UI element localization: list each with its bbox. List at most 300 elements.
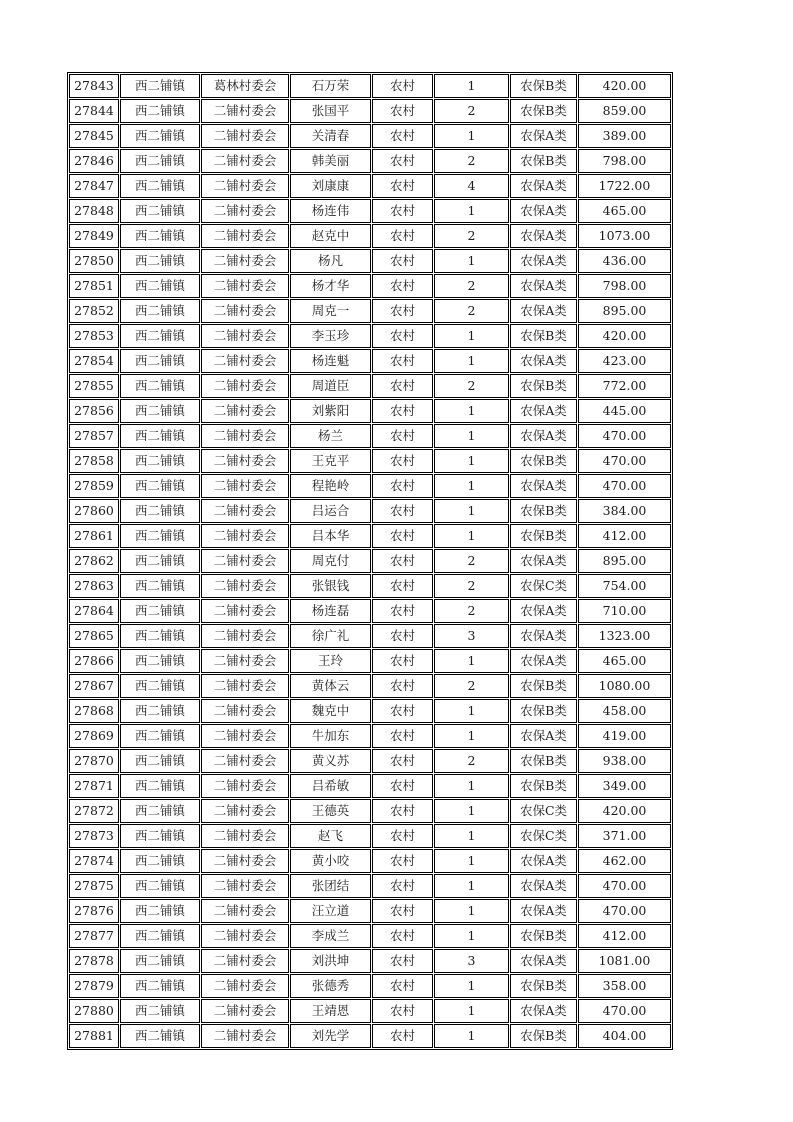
table-row bbox=[69, 224, 671, 248]
cell-insurance-type: 农保B类 bbox=[510, 924, 577, 948]
cell-village-committee: 二铺村委会 bbox=[201, 524, 289, 548]
cell-amount: 349.00 bbox=[578, 774, 671, 798]
cell-insurance-type: 农保A类 bbox=[510, 124, 577, 148]
cell-record-id: 27858 bbox=[69, 449, 119, 473]
cell-town: 西二铺镇 bbox=[120, 74, 200, 98]
cell-person-name: 杨兰 bbox=[290, 424, 371, 448]
cell-amount: 412.00 bbox=[578, 924, 671, 948]
cell-household-type: 农村 bbox=[372, 424, 433, 448]
cell-village-committee: 二铺村委会 bbox=[201, 674, 289, 698]
cell-person-name: 汪立道 bbox=[290, 899, 371, 923]
cell-person-count: 2 bbox=[434, 674, 509, 698]
cell-village-committee: 二铺村委会 bbox=[201, 449, 289, 473]
cell-person-name: 王克平 bbox=[290, 449, 371, 473]
cell-household-type: 农村 bbox=[372, 399, 433, 423]
cell-insurance-type: 农保A类 bbox=[510, 424, 577, 448]
cell-household-type: 农村 bbox=[372, 649, 433, 673]
cell-town: 西二铺镇 bbox=[120, 149, 200, 173]
table-row bbox=[69, 174, 671, 198]
cell-person-count: 1 bbox=[434, 924, 509, 948]
cell-town: 西二铺镇 bbox=[120, 999, 200, 1023]
cell-person-name: 张银钱 bbox=[290, 574, 371, 598]
cell-town: 西二铺镇 bbox=[120, 99, 200, 123]
cell-amount: 420.00 bbox=[578, 74, 671, 98]
cell-insurance-type: 农保B类 bbox=[510, 449, 577, 473]
table-row bbox=[69, 899, 671, 923]
cell-person-count: 1 bbox=[434, 849, 509, 873]
cell-insurance-type: 农保B类 bbox=[510, 749, 577, 773]
cell-village-committee: 二铺村委会 bbox=[201, 974, 289, 998]
cell-person-name: 关清春 bbox=[290, 124, 371, 148]
cell-record-id: 27871 bbox=[69, 774, 119, 798]
cell-village-committee: 二铺村委会 bbox=[201, 274, 289, 298]
table-row bbox=[69, 749, 671, 773]
cell-record-id: 27875 bbox=[69, 874, 119, 898]
cell-town: 西二铺镇 bbox=[120, 374, 200, 398]
cell-amount: 462.00 bbox=[578, 849, 671, 873]
table-row bbox=[69, 674, 671, 698]
cell-amount: 895.00 bbox=[578, 299, 671, 323]
cell-person-name: 韩美丽 bbox=[290, 149, 371, 173]
cell-household-type: 农村 bbox=[372, 74, 433, 98]
cell-person-name: 张国平 bbox=[290, 99, 371, 123]
cell-village-committee: 二铺村委会 bbox=[201, 724, 289, 748]
cell-person-name: 张德秀 bbox=[290, 974, 371, 998]
table-row bbox=[69, 274, 671, 298]
cell-household-type: 农村 bbox=[372, 949, 433, 973]
cell-amount: 465.00 bbox=[578, 649, 671, 673]
cell-person-name: 杨连魁 bbox=[290, 349, 371, 373]
cell-village-committee: 二铺村委会 bbox=[201, 349, 289, 373]
cell-record-id: 27859 bbox=[69, 474, 119, 498]
cell-household-type: 农村 bbox=[372, 249, 433, 273]
cell-town: 西二铺镇 bbox=[120, 524, 200, 548]
cell-record-id: 27850 bbox=[69, 249, 119, 273]
cell-amount: 470.00 bbox=[578, 474, 671, 498]
cell-record-id: 27865 bbox=[69, 624, 119, 648]
cell-amount: 445.00 bbox=[578, 399, 671, 423]
cell-town: 西二铺镇 bbox=[120, 1024, 200, 1048]
cell-household-type: 农村 bbox=[372, 499, 433, 523]
cell-record-id: 27862 bbox=[69, 549, 119, 573]
cell-village-committee: 二铺村委会 bbox=[201, 599, 289, 623]
cell-person-count: 1 bbox=[434, 249, 509, 273]
cell-amount: 358.00 bbox=[578, 974, 671, 998]
cell-village-committee: 二铺村委会 bbox=[201, 224, 289, 248]
table-row bbox=[69, 324, 671, 348]
cell-person-count: 1 bbox=[434, 874, 509, 898]
cell-village-committee: 二铺村委会 bbox=[201, 849, 289, 873]
records-table bbox=[67, 72, 673, 1050]
cell-insurance-type: 农保B类 bbox=[510, 1024, 577, 1048]
cell-person-name: 赵克中 bbox=[290, 224, 371, 248]
cell-household-type: 农村 bbox=[372, 174, 433, 198]
cell-person-name: 吕本华 bbox=[290, 524, 371, 548]
cell-person-name: 杨连磊 bbox=[290, 599, 371, 623]
cell-town: 西二铺镇 bbox=[120, 249, 200, 273]
cell-record-id: 27860 bbox=[69, 499, 119, 523]
cell-amount: 420.00 bbox=[578, 799, 671, 823]
cell-person-name: 杨连伟 bbox=[290, 199, 371, 223]
cell-insurance-type: 农保A类 bbox=[510, 724, 577, 748]
cell-person-name: 周克付 bbox=[290, 549, 371, 573]
cell-household-type: 农村 bbox=[372, 324, 433, 348]
cell-record-id: 27877 bbox=[69, 924, 119, 948]
cell-insurance-type: 农保C类 bbox=[510, 574, 577, 598]
cell-record-id: 27847 bbox=[69, 174, 119, 198]
cell-insurance-type: 农保A类 bbox=[510, 174, 577, 198]
cell-town: 西二铺镇 bbox=[120, 349, 200, 373]
cell-household-type: 农村 bbox=[372, 874, 433, 898]
cell-person-count: 1 bbox=[434, 424, 509, 448]
cell-amount: 404.00 bbox=[578, 1024, 671, 1048]
cell-person-count: 1 bbox=[434, 699, 509, 723]
cell-person-name: 张团结 bbox=[290, 874, 371, 898]
cell-insurance-type: 农保B类 bbox=[510, 149, 577, 173]
cell-insurance-type: 农保A类 bbox=[510, 949, 577, 973]
cell-insurance-type: 农保A类 bbox=[510, 199, 577, 223]
cell-insurance-type: 农保B类 bbox=[510, 499, 577, 523]
table-row bbox=[69, 474, 671, 498]
cell-person-count: 1 bbox=[434, 74, 509, 98]
cell-amount: 470.00 bbox=[578, 874, 671, 898]
cell-village-committee: 二铺村委会 bbox=[201, 174, 289, 198]
cell-person-count: 1 bbox=[434, 199, 509, 223]
cell-amount: 412.00 bbox=[578, 524, 671, 548]
cell-person-name: 黄义苏 bbox=[290, 749, 371, 773]
cell-household-type: 农村 bbox=[372, 824, 433, 848]
cell-town: 西二铺镇 bbox=[120, 949, 200, 973]
table-row bbox=[69, 799, 671, 823]
cell-village-committee: 二铺村委会 bbox=[201, 799, 289, 823]
cell-person-count: 2 bbox=[434, 749, 509, 773]
table-row bbox=[69, 649, 671, 673]
table-row bbox=[69, 99, 671, 123]
cell-town: 西二铺镇 bbox=[120, 724, 200, 748]
cell-town: 西二铺镇 bbox=[120, 649, 200, 673]
table-row bbox=[69, 699, 671, 723]
cell-insurance-type: 农保A类 bbox=[510, 849, 577, 873]
table-row bbox=[69, 774, 671, 798]
cell-person-count: 2 bbox=[434, 374, 509, 398]
table-row bbox=[69, 249, 671, 273]
cell-insurance-type: 农保B类 bbox=[510, 524, 577, 548]
cell-town: 西二铺镇 bbox=[120, 449, 200, 473]
cell-town: 西二铺镇 bbox=[120, 599, 200, 623]
cell-household-type: 农村 bbox=[372, 474, 433, 498]
cell-record-id: 27880 bbox=[69, 999, 119, 1023]
cell-person-name: 吕希敏 bbox=[290, 774, 371, 798]
cell-amount: 389.00 bbox=[578, 124, 671, 148]
cell-record-id: 27881 bbox=[69, 1024, 119, 1048]
cell-person-name: 刘洪坤 bbox=[290, 949, 371, 973]
cell-insurance-type: 农保A类 bbox=[510, 999, 577, 1023]
cell-person-name: 杨才华 bbox=[290, 274, 371, 298]
table-row bbox=[69, 949, 671, 973]
cell-person-count: 2 bbox=[434, 149, 509, 173]
cell-village-committee: 二铺村委会 bbox=[201, 99, 289, 123]
cell-person-count: 3 bbox=[434, 624, 509, 648]
cell-record-id: 27863 bbox=[69, 574, 119, 598]
cell-amount: 1081.00 bbox=[578, 949, 671, 973]
cell-record-id: 27879 bbox=[69, 974, 119, 998]
cell-household-type: 农村 bbox=[372, 899, 433, 923]
cell-town: 西二铺镇 bbox=[120, 424, 200, 448]
cell-person-count: 1 bbox=[434, 724, 509, 748]
cell-town: 西二铺镇 bbox=[120, 749, 200, 773]
table-row bbox=[69, 499, 671, 523]
cell-person-count: 2 bbox=[434, 599, 509, 623]
cell-person-count: 1 bbox=[434, 399, 509, 423]
table-row bbox=[69, 924, 671, 948]
cell-household-type: 农村 bbox=[372, 224, 433, 248]
table-row bbox=[69, 574, 671, 598]
cell-person-count: 1 bbox=[434, 899, 509, 923]
cell-insurance-type: 农保B类 bbox=[510, 699, 577, 723]
cell-record-id: 27873 bbox=[69, 824, 119, 848]
cell-record-id: 27851 bbox=[69, 274, 119, 298]
cell-town: 西二铺镇 bbox=[120, 924, 200, 948]
cell-person-count: 1 bbox=[434, 999, 509, 1023]
cell-record-id: 27864 bbox=[69, 599, 119, 623]
cell-person-name: 刘康康 bbox=[290, 174, 371, 198]
cell-record-id: 27844 bbox=[69, 99, 119, 123]
cell-person-name: 黄体云 bbox=[290, 674, 371, 698]
cell-town: 西二铺镇 bbox=[120, 299, 200, 323]
cell-person-count: 1 bbox=[434, 124, 509, 148]
cell-village-committee: 二铺村委会 bbox=[201, 699, 289, 723]
cell-person-name: 刘先学 bbox=[290, 1024, 371, 1048]
cell-person-name: 杨凡 bbox=[290, 249, 371, 273]
cell-village-committee: 二铺村委会 bbox=[201, 199, 289, 223]
cell-town: 西二铺镇 bbox=[120, 774, 200, 798]
cell-insurance-type: 农保A类 bbox=[510, 349, 577, 373]
cell-record-id: 27854 bbox=[69, 349, 119, 373]
cell-person-name: 黄小咬 bbox=[290, 849, 371, 873]
cell-person-name: 吕运合 bbox=[290, 499, 371, 523]
cell-village-committee: 二铺村委会 bbox=[201, 824, 289, 848]
cell-household-type: 农村 bbox=[372, 574, 433, 598]
cell-record-id: 27878 bbox=[69, 949, 119, 973]
cell-person-count: 1 bbox=[434, 649, 509, 673]
cell-town: 西二铺镇 bbox=[120, 174, 200, 198]
cell-person-name: 周道臣 bbox=[290, 374, 371, 398]
cell-record-id: 27856 bbox=[69, 399, 119, 423]
cell-household-type: 农村 bbox=[372, 774, 433, 798]
cell-village-committee: 二铺村委会 bbox=[201, 124, 289, 148]
cell-village-committee: 二铺村委会 bbox=[201, 399, 289, 423]
cell-insurance-type: 农保A类 bbox=[510, 549, 577, 573]
cell-amount: 798.00 bbox=[578, 149, 671, 173]
cell-town: 西二铺镇 bbox=[120, 574, 200, 598]
table-row bbox=[69, 424, 671, 448]
cell-record-id: 27866 bbox=[69, 649, 119, 673]
cell-person-count: 2 bbox=[434, 549, 509, 573]
cell-person-count: 1 bbox=[434, 474, 509, 498]
cell-household-type: 农村 bbox=[372, 924, 433, 948]
cell-record-id: 27857 bbox=[69, 424, 119, 448]
cell-person-count: 2 bbox=[434, 574, 509, 598]
cell-household-type: 农村 bbox=[372, 999, 433, 1023]
cell-record-id: 27855 bbox=[69, 374, 119, 398]
cell-person-count: 1 bbox=[434, 1024, 509, 1048]
cell-amount: 419.00 bbox=[578, 724, 671, 748]
cell-amount: 371.00 bbox=[578, 824, 671, 848]
cell-person-count: 1 bbox=[434, 774, 509, 798]
cell-household-type: 农村 bbox=[372, 799, 433, 823]
table-row bbox=[69, 1024, 671, 1048]
cell-town: 西二铺镇 bbox=[120, 324, 200, 348]
cell-amount: 465.00 bbox=[578, 199, 671, 223]
table-row bbox=[69, 199, 671, 223]
cell-town: 西二铺镇 bbox=[120, 124, 200, 148]
table-row bbox=[69, 999, 671, 1023]
cell-insurance-type: 农保A类 bbox=[510, 249, 577, 273]
cell-insurance-type: 农保B类 bbox=[510, 374, 577, 398]
cell-household-type: 农村 bbox=[372, 549, 433, 573]
cell-household-type: 农村 bbox=[372, 99, 433, 123]
cell-person-name: 王德英 bbox=[290, 799, 371, 823]
cell-household-type: 农村 bbox=[372, 449, 433, 473]
cell-insurance-type: 农保A类 bbox=[510, 399, 577, 423]
table-row bbox=[69, 724, 671, 748]
cell-person-count: 1 bbox=[434, 524, 509, 548]
cell-record-id: 27848 bbox=[69, 199, 119, 223]
cell-insurance-type: 农保A类 bbox=[510, 224, 577, 248]
cell-person-count: 2 bbox=[434, 299, 509, 323]
cell-person-name: 周克一 bbox=[290, 299, 371, 323]
cell-town: 西二铺镇 bbox=[120, 549, 200, 573]
cell-amount: 1722.00 bbox=[578, 174, 671, 198]
table-row bbox=[69, 149, 671, 173]
cell-household-type: 农村 bbox=[372, 599, 433, 623]
cell-person-name: 王靖恩 bbox=[290, 999, 371, 1023]
cell-amount: 423.00 bbox=[578, 349, 671, 373]
cell-town: 西二铺镇 bbox=[120, 224, 200, 248]
cell-town: 西二铺镇 bbox=[120, 474, 200, 498]
cell-village-committee: 二铺村委会 bbox=[201, 924, 289, 948]
cell-record-id: 27872 bbox=[69, 799, 119, 823]
cell-household-type: 农村 bbox=[372, 349, 433, 373]
cell-insurance-type: 农保A类 bbox=[510, 274, 577, 298]
cell-record-id: 27852 bbox=[69, 299, 119, 323]
cell-town: 西二铺镇 bbox=[120, 849, 200, 873]
table-row bbox=[69, 599, 671, 623]
cell-record-id: 27869 bbox=[69, 724, 119, 748]
table-row bbox=[69, 824, 671, 848]
cell-household-type: 农村 bbox=[372, 124, 433, 148]
cell-amount: 420.00 bbox=[578, 324, 671, 348]
cell-insurance-type: 农保B类 bbox=[510, 674, 577, 698]
cell-insurance-type: 农保A类 bbox=[510, 474, 577, 498]
cell-person-count: 2 bbox=[434, 99, 509, 123]
cell-record-id: 27845 bbox=[69, 124, 119, 148]
table-row bbox=[69, 124, 671, 148]
cell-village-committee: 二铺村委会 bbox=[201, 949, 289, 973]
table-row bbox=[69, 74, 671, 98]
cell-person-name: 魏克中 bbox=[290, 699, 371, 723]
cell-person-name: 程艳岭 bbox=[290, 474, 371, 498]
cell-record-id: 27870 bbox=[69, 749, 119, 773]
records-table-body bbox=[69, 74, 671, 1048]
cell-insurance-type: 农保A类 bbox=[510, 624, 577, 648]
cell-town: 西二铺镇 bbox=[120, 499, 200, 523]
cell-insurance-type: 农保C类 bbox=[510, 799, 577, 823]
cell-household-type: 农村 bbox=[372, 974, 433, 998]
cell-town: 西二铺镇 bbox=[120, 274, 200, 298]
cell-amount: 859.00 bbox=[578, 99, 671, 123]
cell-insurance-type: 农保A类 bbox=[510, 649, 577, 673]
table-row bbox=[69, 549, 671, 573]
cell-household-type: 农村 bbox=[372, 849, 433, 873]
cell-person-count: 2 bbox=[434, 274, 509, 298]
cell-household-type: 农村 bbox=[372, 199, 433, 223]
table-row bbox=[69, 974, 671, 998]
cell-village-committee: 二铺村委会 bbox=[201, 899, 289, 923]
cell-insurance-type: 农保B类 bbox=[510, 74, 577, 98]
cell-record-id: 27861 bbox=[69, 524, 119, 548]
cell-town: 西二铺镇 bbox=[120, 899, 200, 923]
cell-household-type: 农村 bbox=[372, 699, 433, 723]
cell-amount: 772.00 bbox=[578, 374, 671, 398]
cell-insurance-type: 农保C类 bbox=[510, 824, 577, 848]
cell-household-type: 农村 bbox=[372, 624, 433, 648]
cell-household-type: 农村 bbox=[372, 149, 433, 173]
cell-record-id: 27843 bbox=[69, 74, 119, 98]
cell-record-id: 27874 bbox=[69, 849, 119, 873]
cell-person-count: 1 bbox=[434, 349, 509, 373]
cell-amount: 458.00 bbox=[578, 699, 671, 723]
cell-record-id: 27853 bbox=[69, 324, 119, 348]
cell-village-committee: 二铺村委会 bbox=[201, 624, 289, 648]
cell-amount: 1073.00 bbox=[578, 224, 671, 248]
cell-person-name: 赵飞 bbox=[290, 824, 371, 848]
cell-village-committee: 二铺村委会 bbox=[201, 299, 289, 323]
cell-record-id: 27876 bbox=[69, 899, 119, 923]
cell-person-count: 3 bbox=[434, 949, 509, 973]
cell-village-committee: 二铺村委会 bbox=[201, 749, 289, 773]
cell-village-committee: 二铺村委会 bbox=[201, 574, 289, 598]
cell-person-name: 石万荣 bbox=[290, 74, 371, 98]
table-row bbox=[69, 449, 671, 473]
cell-household-type: 农村 bbox=[372, 749, 433, 773]
cell-person-count: 1 bbox=[434, 799, 509, 823]
cell-household-type: 农村 bbox=[372, 1024, 433, 1048]
cell-village-committee: 二铺村委会 bbox=[201, 474, 289, 498]
cell-amount: 938.00 bbox=[578, 749, 671, 773]
cell-amount: 384.00 bbox=[578, 499, 671, 523]
cell-record-id: 27868 bbox=[69, 699, 119, 723]
cell-person-name: 牛加东 bbox=[290, 724, 371, 748]
cell-town: 西二铺镇 bbox=[120, 399, 200, 423]
cell-amount: 798.00 bbox=[578, 274, 671, 298]
cell-record-id: 27846 bbox=[69, 149, 119, 173]
cell-amount: 754.00 bbox=[578, 574, 671, 598]
cell-village-committee: 二铺村委会 bbox=[201, 874, 289, 898]
cell-person-name: 王玲 bbox=[290, 649, 371, 673]
cell-household-type: 农村 bbox=[372, 674, 433, 698]
cell-village-committee: 二铺村委会 bbox=[201, 424, 289, 448]
cell-record-id: 27867 bbox=[69, 674, 119, 698]
cell-town: 西二铺镇 bbox=[120, 874, 200, 898]
cell-amount: 710.00 bbox=[578, 599, 671, 623]
cell-person-count: 4 bbox=[434, 174, 509, 198]
cell-insurance-type: 农保B类 bbox=[510, 974, 577, 998]
cell-person-count: 1 bbox=[434, 499, 509, 523]
cell-person-name: 刘紫阳 bbox=[290, 399, 371, 423]
table-row bbox=[69, 874, 671, 898]
cell-insurance-type: 农保B类 bbox=[510, 99, 577, 123]
